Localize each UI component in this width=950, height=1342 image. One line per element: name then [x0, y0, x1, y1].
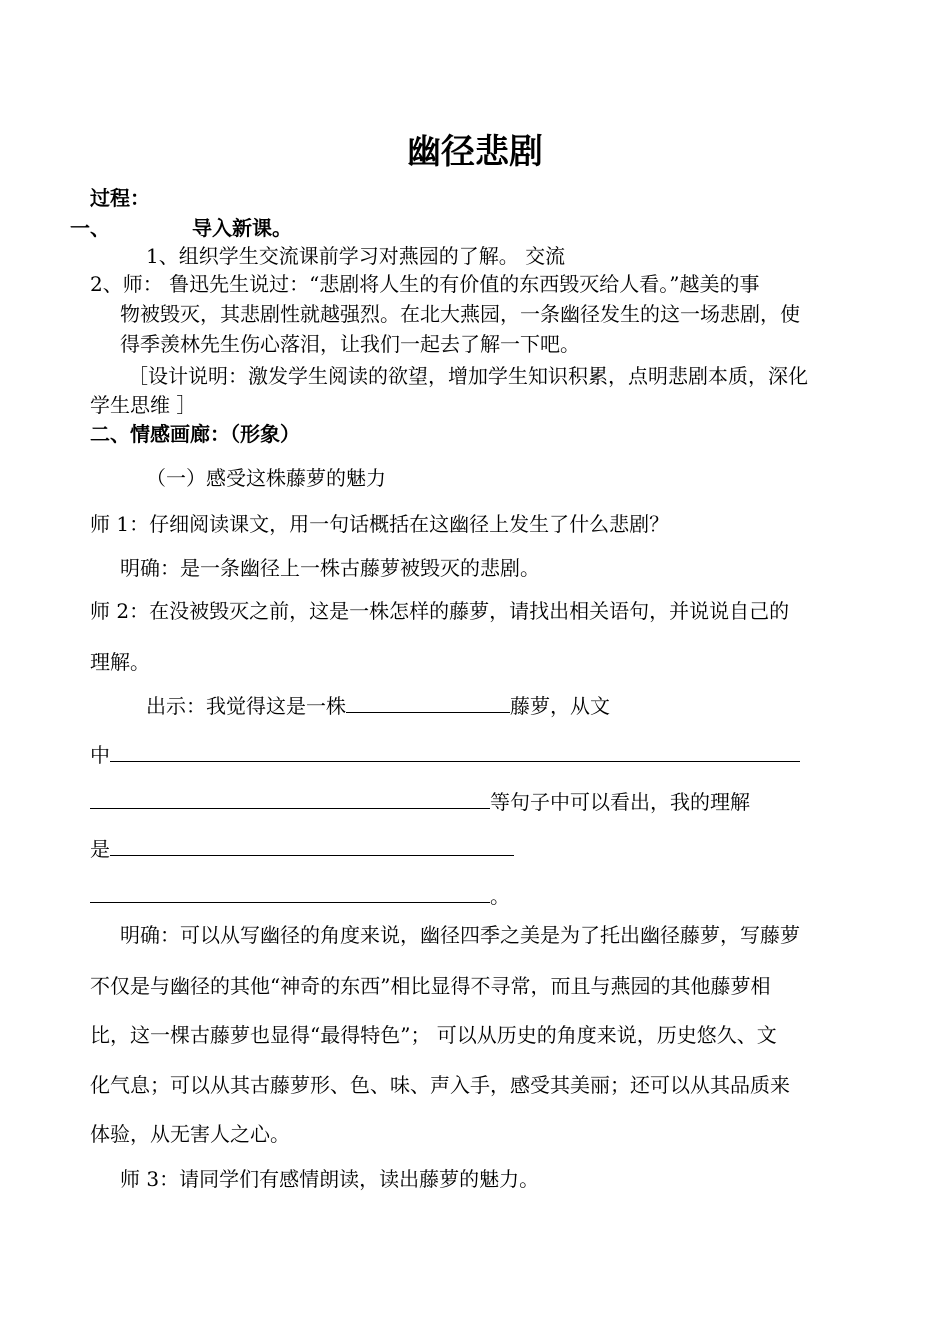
question-3: 师 3：请同学们有感情朗读，读出藤萝的魅力。: [120, 1167, 540, 1191]
section-1-heading: 导入新课。: [192, 216, 292, 240]
fill-in-line-4: [90, 833, 514, 863]
section-1-number: 一、: [70, 216, 110, 240]
fill-in-line-4-start: 是: [90, 837, 110, 861]
fill-in-line-3: [90, 786, 750, 816]
fill-in-line-1: [146, 690, 610, 720]
answer-1: 明确：是一条幽径上一株古藤萝被毁灭的悲剧。: [120, 556, 540, 580]
fill-in-line-2: [90, 739, 800, 769]
item-2-line-3: 得季羡林先生伤心落泪，让我们一起去了解一下吧。: [120, 332, 580, 356]
blank-2[interactable]: [110, 739, 800, 762]
fill-in-after-blank: 藤萝，从文: [510, 694, 610, 718]
fill-in-prefix: 出示：我觉得这是一株: [146, 694, 346, 718]
fill-in-line-2-start: 中: [90, 743, 110, 767]
question-1: 师 1：仔细阅读课文，用一句话概括在这幽径上发生了什么悲剧？: [90, 512, 670, 536]
fill-in-line-5-end: 。: [490, 884, 510, 908]
item-2-line-1: 2、师： 鲁迅先生说过：“悲剧将人生的有价值的东西毁灭给人看。”越美的事: [90, 272, 760, 296]
fill-in-line-3-end: 等句子中可以看出，我的理解: [490, 790, 750, 814]
blank-1[interactable]: [346, 690, 510, 713]
answer-2-line-4: 化气息；可以从其古藤萝形、色、味、声入手，感受其美丽；还可以从其品质来: [90, 1073, 790, 1097]
process-label: 过程：: [90, 186, 150, 210]
question-2-line-1: 师 2：在没被毁灭之前，这是一株怎样的藤萝，请找出相关语句，并说说自己的: [90, 599, 790, 623]
answer-2-line-2: 不仅是与幽径的其他“神奇的东西”相比显得不寻常，而且与燕园的其他藤萝相: [90, 974, 771, 998]
design-note-line-1: ［设计说明：激发学生阅读的欲望，增加学生知识积累，点明悲剧本质，深化: [128, 364, 808, 388]
item-1: 1、组织学生交流课前学习对燕园的了解。 交流: [146, 244, 566, 268]
fill-in-line-5: [90, 880, 510, 910]
design-note-line-2: 学生思维 ］: [90, 393, 197, 417]
item-2-line-2: 物被毁灭，其悲剧性就越强烈。在北大燕园，一条幽径发生的这一场悲剧，使: [120, 302, 800, 326]
blank-4[interactable]: [110, 833, 514, 856]
answer-2-line-5: 体验，从无害人之心。: [90, 1122, 290, 1146]
blank-3[interactable]: [90, 786, 490, 809]
blank-5[interactable]: [90, 880, 490, 903]
section-2-heading: 二、情感画廊：（形象）: [90, 422, 300, 446]
answer-2-line-1: 明确：可以从写幽径的角度来说，幽径四季之美是为了托出幽径藤萝，写藤萝: [120, 923, 800, 947]
question-2-line-2: 理解。: [90, 650, 150, 674]
subsection-1: （一）感受这株藤萝的魅力: [146, 466, 386, 490]
page-title: 幽径悲剧: [407, 132, 543, 172]
answer-2-line-3: 比，这一棵古藤萝也显得“最得特色”； 可以从历史的角度来说，历史悠久、文: [90, 1023, 777, 1047]
